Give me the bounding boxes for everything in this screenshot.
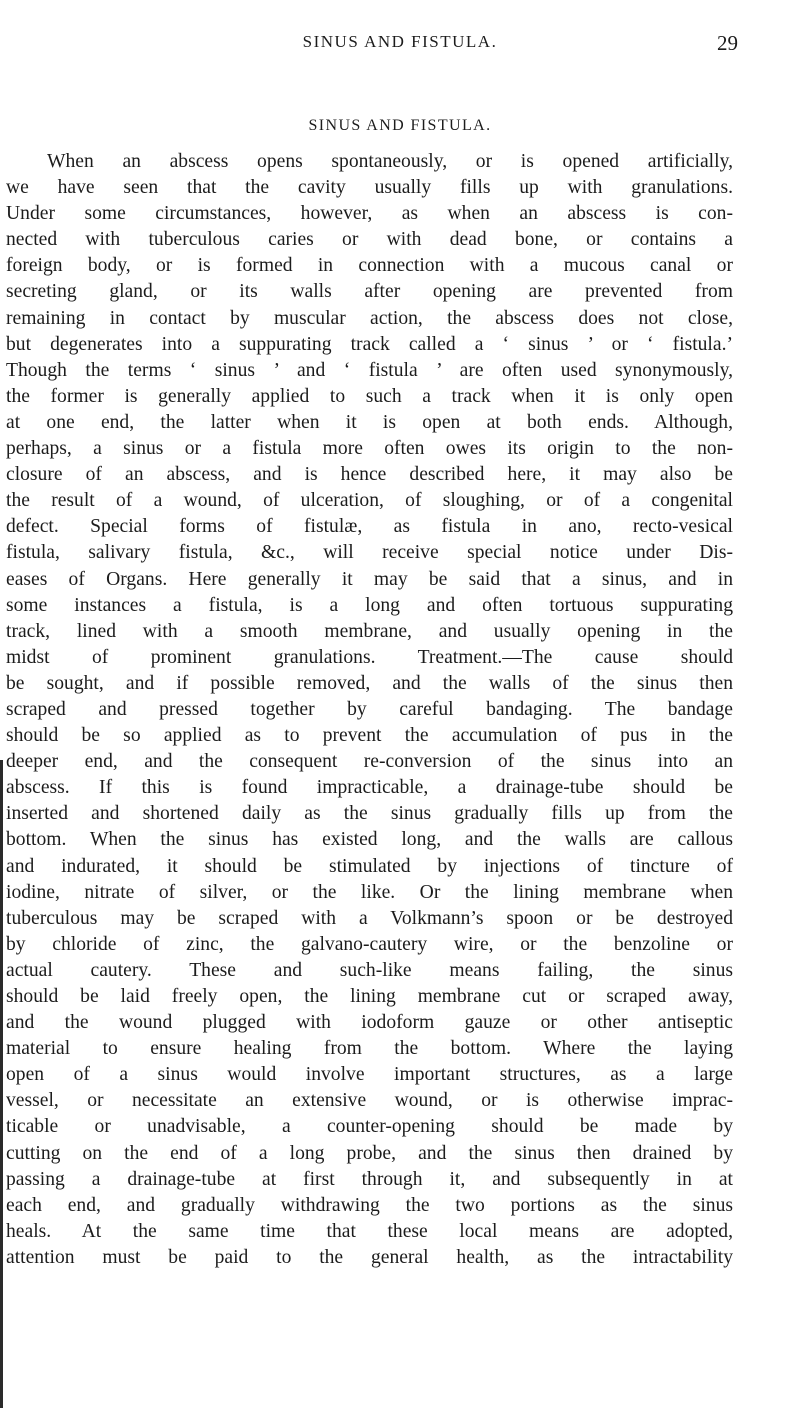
text-line: closure of an abscess, and is hence described here, it may also be (6, 464, 733, 486)
text-line: passing a drainage-tube at first through it, and subsequently in at (6, 1168, 733, 1190)
text-line: eases of Organs. Here generally it may be said that a sinus, and in (6, 568, 733, 590)
text-line: actual cautery. These and such-like means failing, the sinus (6, 959, 733, 981)
text-line: foreign body, or is formed in connection with a mucous canal or (6, 255, 733, 277)
text-line: abscess. If this is found impracticable, a drainage-tube should be (6, 777, 733, 799)
text-line: iodine, nitrate of silver, or the like. Or the lining membrane when (6, 881, 733, 903)
text-line: the result of a wound, of ulceration, of sloughing, or of a congenital (6, 490, 733, 512)
text-line: tuberculous may be scraped with a Volkmann’s spoon or be destroyed (6, 907, 733, 929)
text-line: and indurated, it should be stimulated by injections of tincture of (6, 855, 733, 877)
text-line: be sought, and if possible removed, and the walls of the sinus then (6, 672, 733, 694)
section-heading: SINUS AND FISTULA. (308, 117, 492, 134)
body-text (0, 149, 770, 1271)
text-line: by chloride of zinc, the galvano-cautery wire, or the benzoline or (6, 933, 733, 955)
text-line: but degenerates into a suppurating track called a ‘ sinus ’ or ‘ fistula.’ (6, 333, 733, 355)
text-line: bottom. When the sinus has existed long, and the walls are callous (6, 829, 733, 851)
text-line: scraped and pressed together by careful bandaging. The bandage (6, 698, 733, 720)
running-head (0, 32, 800, 56)
text-line: open of a sinus would involve important structures, as a large (6, 1064, 733, 1086)
text-line: cutting on the end of a long probe, and the sinus then drained by (6, 1142, 733, 1164)
text-line: at one end, the latter when it is open at both ends. Although, (6, 411, 733, 433)
text-line: attention must be paid to the general health, as the intractability (6, 1246, 733, 1268)
text-line: deeper end, and the consequent re-conversion of the sinus into an (6, 751, 733, 773)
text-line: the former is generally applied to such a track when it is only open (6, 385, 733, 407)
text-line: heals. At the same time that these local means are adopted, (6, 1220, 733, 1242)
text-line: remaining in contact by muscular action, the abscess does not close, (6, 307, 733, 329)
text-line: each end, and gradually withdrawing the two portions as the sinus (6, 1194, 733, 1216)
text-line: vessel, or necessitate an extensive wound, or is otherwise imprac- (6, 1090, 733, 1112)
text-line: should be so applied as to prevent the accumulation of pus in the (6, 725, 733, 747)
text-line: should be laid freely open, the lining membrane cut or scraped away, (6, 986, 733, 1007)
page-number: 29 (717, 31, 738, 55)
text-line: some instances a fistula, is a long and often tortuous suppurating (6, 594, 733, 616)
running-title: SINUS AND FISTULA. (302, 32, 498, 51)
text-line: defect. Special forms of fistulæ, as fistula in ano, recto-vesical (6, 516, 733, 538)
text-line: When an abscess opens spontaneously, or is opened artificially, (47, 151, 733, 172)
text-line: midst of prominent granulations. Treatment.—The cause should (6, 646, 733, 668)
text-line: Though the terms ‘ sinus ’ and ‘ fistula ’ are often used synonymously, (6, 359, 733, 381)
text-line: and the wound plugged with iodoform gauze or other antiseptic (6, 1012, 733, 1034)
text-line: inserted and shortened daily as the sinus gradually fills up from the (6, 803, 733, 825)
text-line: fistula, salivary fistula, &c., will receive special notice under Dis- (6, 542, 733, 564)
text-line: ticable or unadvisable, a counter-opening should be made by (6, 1116, 733, 1138)
text-line: Under some circumstances, however, as when an abscess is con- (6, 203, 733, 225)
text-line: nected with tuberculous caries or with dead bone, or contains a (6, 229, 733, 251)
text-line: we have seen that the cavity usually fills up with granulations. (6, 177, 733, 199)
page-edge-shadow (0, 760, 3, 1408)
text-line: perhaps, a sinus or a fistula more often owes its origin to the non- (6, 438, 733, 460)
text-line: secreting gland, or its walls after opening are prevented from (6, 281, 733, 303)
text-line: track, lined with a smooth membrane, and usually opening in the (6, 620, 733, 642)
text-line: material to ensure healing from the bottom. Where the laying (6, 1038, 733, 1060)
